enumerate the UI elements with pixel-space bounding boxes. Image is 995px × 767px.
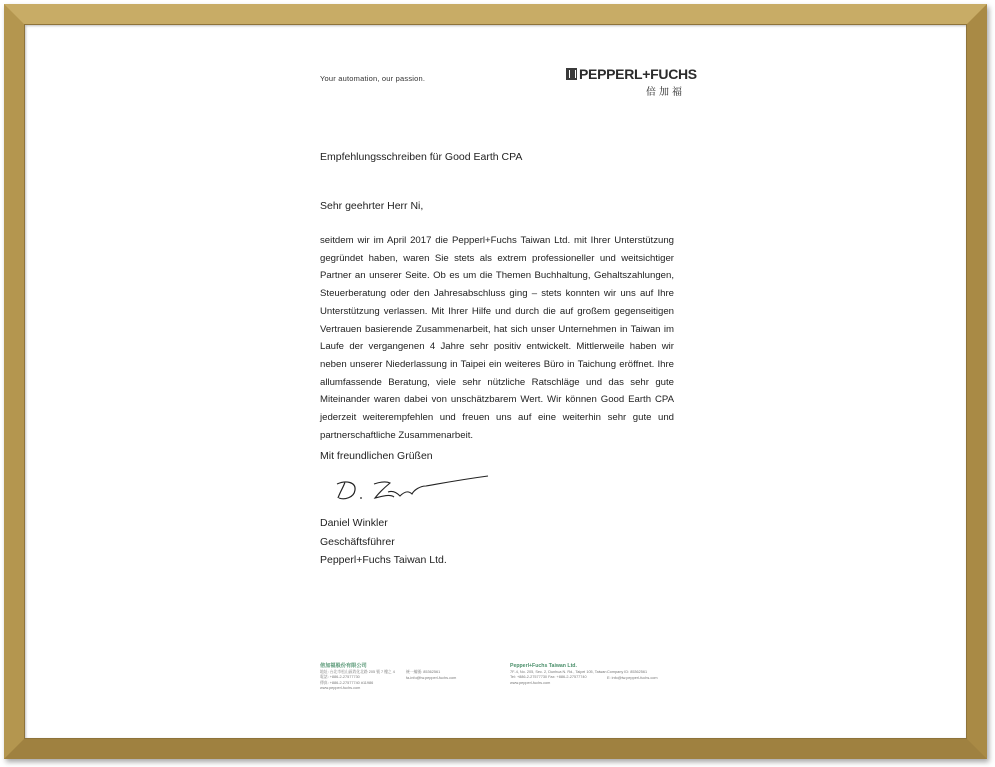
footer-col3-heading: Pepperl+Fuchs Taiwan Ltd. bbox=[510, 663, 577, 669]
letter-salutation: Sehr geehrter Herr Ni, bbox=[320, 200, 424, 212]
footer-col1-heading: 倍加福股份有限公司 bbox=[320, 663, 367, 669]
footer-col1-line: www.pepperl-fuchs.com bbox=[320, 686, 361, 691]
logo-mark-icon bbox=[566, 68, 577, 80]
footer-col3-line: www.pepperl-fuchs.com bbox=[510, 680, 551, 685]
footer-col4-line: Company ID: 85362561 bbox=[607, 670, 648, 674]
handwritten-signature bbox=[328, 472, 498, 508]
footer-col2-line: fa-info@tw.pepperl-fuchs.com bbox=[406, 675, 457, 680]
letter-footer bbox=[320, 664, 692, 712]
footer-col2-line: 統一編號: 85362561 bbox=[406, 670, 441, 674]
letter-subject: Empfehlungsschreiben für Good Earth CPA bbox=[320, 151, 523, 163]
company-logo bbox=[566, 66, 697, 98]
footer-col-chinese bbox=[320, 664, 395, 692]
signer-company: Pepperl+Fuchs Taiwan Ltd. bbox=[320, 554, 447, 566]
footer-col1-line: 電話: +886-2-27577730 bbox=[320, 675, 360, 680]
footer-col3-line: Tel: +886-2-27577730 Fax: +886-2-27577740 bbox=[510, 675, 587, 680]
footer-col4-line: E: info@tw.pepperl-fuchs.com bbox=[607, 675, 658, 680]
signer-title: Geschäftsführer bbox=[320, 535, 395, 548]
footer-col1-line: 傳真: +886-2-27577740 #11986 bbox=[320, 680, 374, 685]
signature-block bbox=[320, 514, 447, 570]
footer-col1-line: 地址: 台北市松山區敦化北路 205 號 7 樓之 4 bbox=[320, 669, 395, 674]
signer-name: Daniel Winkler bbox=[320, 517, 388, 529]
letter-closing: Mit freundlichen Grüßen bbox=[320, 450, 433, 462]
logo-chinese-name: 倍加福 bbox=[646, 87, 685, 98]
footer-col-english bbox=[510, 664, 607, 686]
footer-col3-line: 7F-4, No. 205, Sec. 2, Dunhua N. Rd., Taipei 105, Taiwan bbox=[510, 669, 607, 674]
logo-wordmark: PEPPERL+FUCHS bbox=[579, 66, 697, 82]
company-slogan: Your automation, our passion. bbox=[320, 74, 426, 83]
footer-col-4 bbox=[607, 670, 658, 681]
letter-body: seitdem wir im April 2017 die Pepperl+Fuchs Taiwan Ltd. mit Ihrer Unterstützung gegründet haben, waren Sie stets als extrem professioneller und weitsichtiger Partner an unserer Seite. Ob es um die Themen Buchhaltung, Gehaltszahlungen, Steuerberatung oder den Jahresabschluss ging – stets konnten wir uns auf Ihre Unterstützung verlassen. Mit Ihrer Hilfe und durch die auf großem gegenseitigen Vertrauen basierende Zusammenarbeit, hat sich unser Unternehmen in Taiwan im Laufe der vergangenen 4 Jahre sehr positiv entwickelt. Mittlerweile haben wir neben unserer Niederlassung in Taipei ein weiteres Büro in Taichung eröffnet. Ihre allumfassende Beratung, viele sehr nützliche Ratschläge und das sehr gute Miteinander waren dabei von unschätzbarem Wert. Wir können Good Earth CPA jederzeit weiterempfehlen und freuen uns auf eine weiterhin sehr gute und partnerschaftliche Zusammenarbeit. bbox=[320, 235, 674, 441]
footer-col-2 bbox=[406, 670, 456, 681]
